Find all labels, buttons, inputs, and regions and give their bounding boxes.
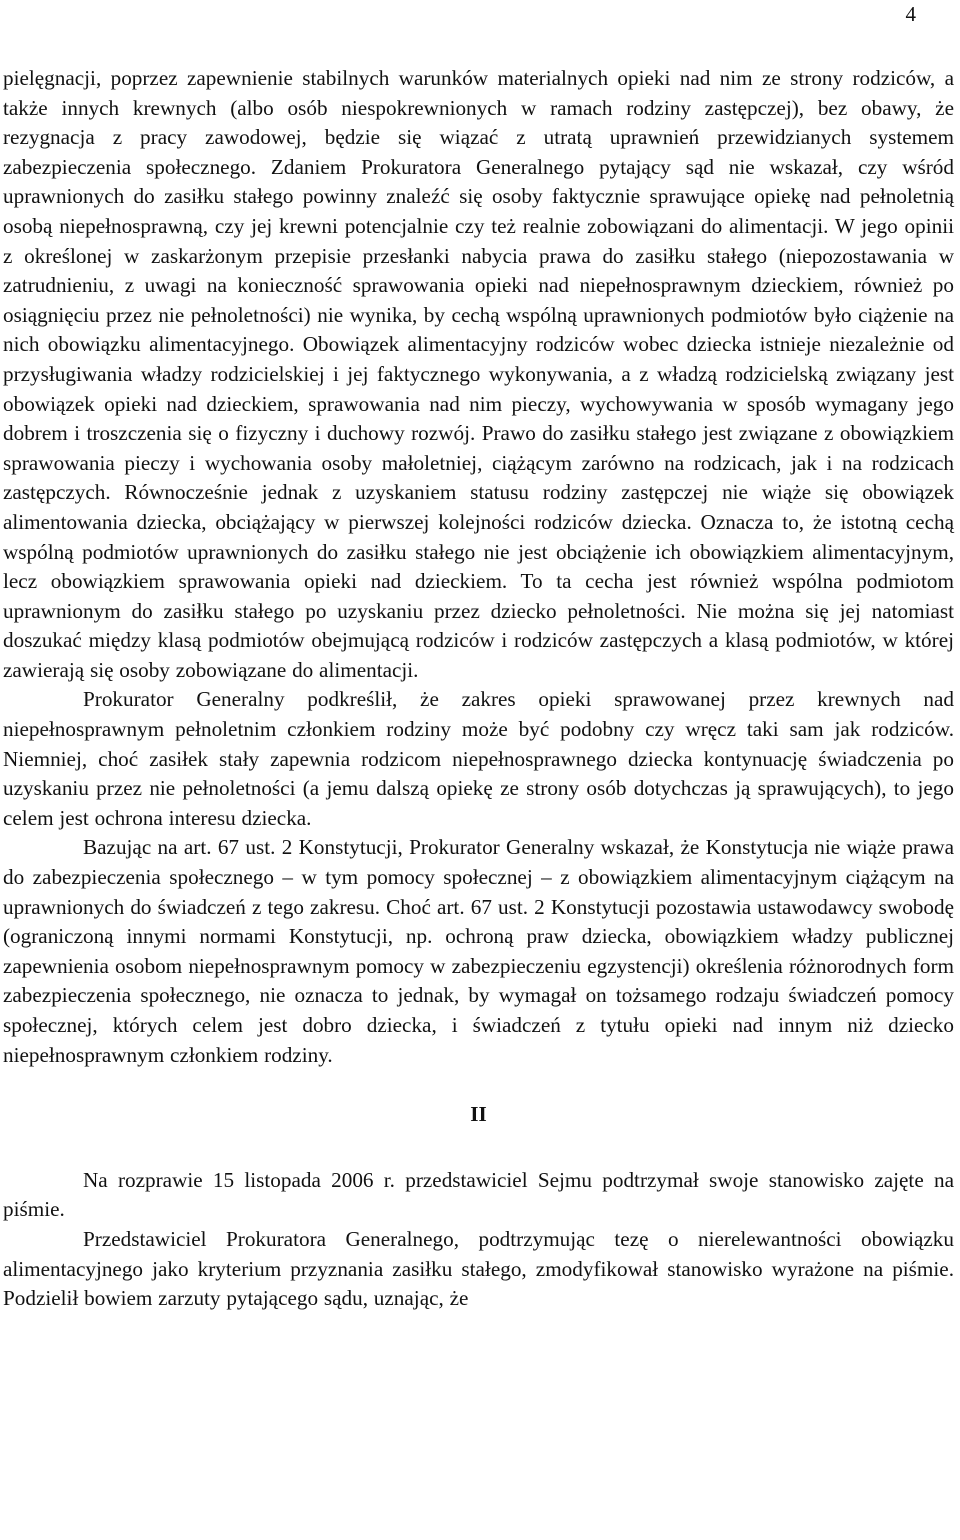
paragraph-2: Prokurator Generalny podkreślił, że zakres opieki sprawowanej przez krewnych nad niepełnosprawnym pełnoletnim członkiem rodziny może być podobny czy wręcz taki sam jak rodziców. Niemniej, choć zasiłek stały zapewnia rodzicom niepełnosprawnego dziecka kontynuację świadczenia po uzyskaniu przez nie pełnoletności (a jemu dalszą opiekę ze strony osób dotychczas ją sprawujących), to jego celem jest ochrona interesu dziecka. (3, 687, 954, 830)
document-body (3, 64, 954, 1314)
section-heading: II (470, 1102, 487, 1127)
paragraph-4: Na rozprawie 15 listopada 2006 r. przedstawiciel Sejmu podtrzymał swoje stanowisko zajęte na piśmie. (3, 1167, 954, 1222)
page-number: 4 (905, 2, 916, 26)
paragraph-3: Bazując na art. 67 ust. 2 Konstytucji, Prokurator Generalny wskazał, że Konstytucja nie wiąże prawa do zabezpieczenia społecznego – w tym pomocy społecznej – z obowiązkiem alimentacyjnym ciążącym na uprawnionych do świadczeń z tego zakresu. Choć art. 67 ust. 2 Konstytucji pozostawia ustawodawcy swobodę (ograniczoną innymi normami Konstytucji, np. ochroną praw dziecka, obowiązkiem władzy publicznej zapewnienia osobom niepełnosprawnym pomocy w zabezpieczeniu egzystencji) określenia różnorodnych form zabezpieczenia społecznego, nie oznacza to jednak, by wymagał on tożsamego rodzaju świadczeń pomocy społecznej, których celem jest dobro dziecka, i świadczeń z tytułu opieki nad innym niż dziecko niepełnosprawnym członkiem rodziny. (3, 835, 954, 1067)
paragraph-5: Przedstawiciel Prokuratora Generalnego, podtrzymując tezę o nierelewantności obowiązku alimentacyjnego jako kryterium przyznania zasiłku stałego, zmodyfikował stanowisko wyrażone na piśmie. Podzielił bowiem zarzuty pytającego sądu, uznając, że (3, 1226, 954, 1311)
paragraph-1: pielęgnacji, poprzez zapewnienie stabilnych warunków materialnych opieki nad nim ze strony rodziców, a także innych krewnych (albo osób niespokrewnionych w ramach rodziny zastępczej), bez obawy, że rezygnacja z pracy zawodowej, będzie się wiązać z utratą uprawnień przewidzianych systemem zabezpieczenia społecznego. Zdaniem Prokuratora Generalnego pytający sąd nie wskazał, czy wśród uprawnionych do zasiłku stałego powinny znaleźć się osoby faktycznie sprawujące opiekę nad pełnoletnią osobą niepełnosprawną, czy jej krewni potencjalnie czy też realnie zobowiązani do alimentacji. W jego opinii z określonej w zaskarżonym przepisie przesłanki nabycia prawa do zasiłku stałego (niepozostawania w zatrudnieniu, z uwagi na konieczność sprawowania opieki nad niepełnosprawnym dzieckiem, również po osiągnięciu przez nie pełnoletności) nie wynika, by cechą wspólną uprawnionych podmiotów było ciążenie na nich obowiązku alimentacyjnego. Obowiązek alimentacyjny rodziców wobec dziecka istnieje niezależnie od przysługiwania władzy rodzicielskiej i jej faktycznego wykonywania, a z władzą rodzicielską związany jest obowiązek opieki nad dzieckiem, sprawowania nad nim pieczy, wychowywania w sposób wymagany jego dobrem i troszczenia się o fizyczny i duchowy rozwój. Prawo do zasiłku stałego jest związane z obowiązkiem sprawowania pieczy i wychowania osoby małoletniej, ciążącym zarówno na rodzicach, jak i na rodzicach zastępczych. Równocześnie jednak z uzyskaniem statusu rodziny zastępczej nie wiąże się obowiązek alimentowania dziecka, obciążający w pierwszej kolejności rodziców dziecka. Oznacza to, że istotną cechą wspólną podmiotów uprawnionych do zasiłku stałego nie jest obciążenie ich obowiązkiem alimentacyjnym, lecz obowiązkiem sprawowania opieki nad dzieckiem. To ta cecha jest również wspólna podmiotom uprawnionym do zasiłku stałego po uzyskaniu przez dziecko pełnoletności. Nie można się jej natomiast doszukać między klasą podmiotów obejmującą rodziców i rodziców zastępczych a klasą podmiotów, w której zawierają się osoby zobowiązane do alimentacji. (3, 66, 954, 682)
